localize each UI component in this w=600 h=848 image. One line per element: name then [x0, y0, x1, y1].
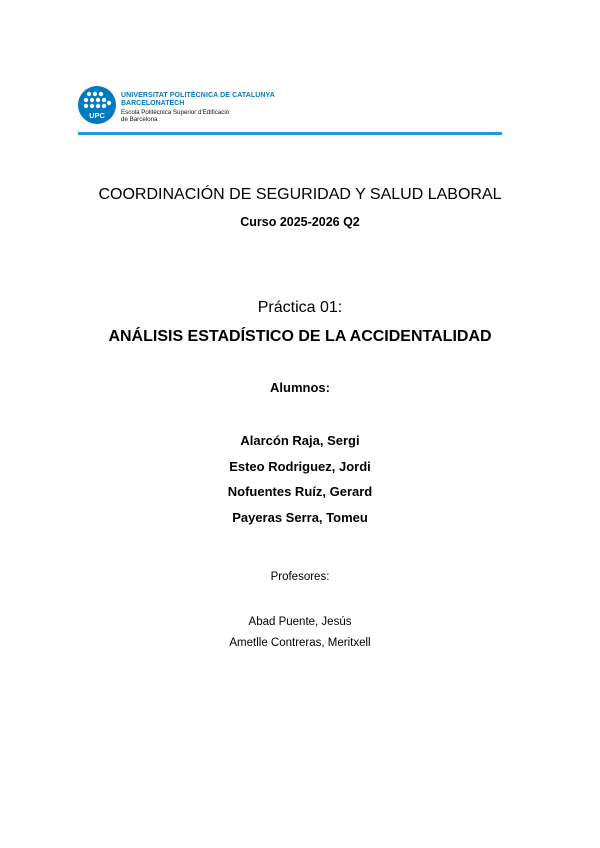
professor-name: Ametlle Contreras, Meritxell [229, 637, 371, 649]
page-header [78, 86, 502, 138]
professors-list [0, 612, 600, 654]
professor-name: Abad Puente, Jesús [248, 616, 352, 628]
student-name: Esteo Rodriguez, Jordi [229, 458, 371, 474]
school-name: Escola Politècnica Superior d'Edificació [121, 109, 230, 116]
school-name-cont: de Barcelona [121, 116, 158, 124]
professors-heading: Profesores: [270, 571, 330, 583]
institution-block [121, 92, 275, 123]
student-name: Alarcón Raja, Sergi [240, 433, 360, 448]
university-name: UNIVERSITAT POLITÈCNICA DE CATALUNYA [121, 92, 275, 99]
practice-title: ANÁLISIS ESTADÍSTICO DE LA ACCIDENTALIDAD [108, 328, 492, 345]
practice-label: Práctica 01: [257, 299, 343, 316]
students-list [0, 428, 600, 530]
upc-logo [78, 86, 116, 124]
students-heading: Alumnos: [270, 380, 330, 395]
subject-title: COORDINACIÓN DE SEGURIDAD Y SALUD LABORAL [98, 186, 502, 203]
student-name: Nofuentes Ruíz, Gerard [227, 484, 373, 499]
university-subname: BARCELONATECH [121, 100, 185, 107]
logo-text: UPC [89, 111, 105, 120]
student-name: Payeras Serra, Tomeu [232, 509, 368, 525]
course-label: Curso 2025-2026 Q2 [240, 215, 360, 229]
header-divider [78, 132, 502, 135]
